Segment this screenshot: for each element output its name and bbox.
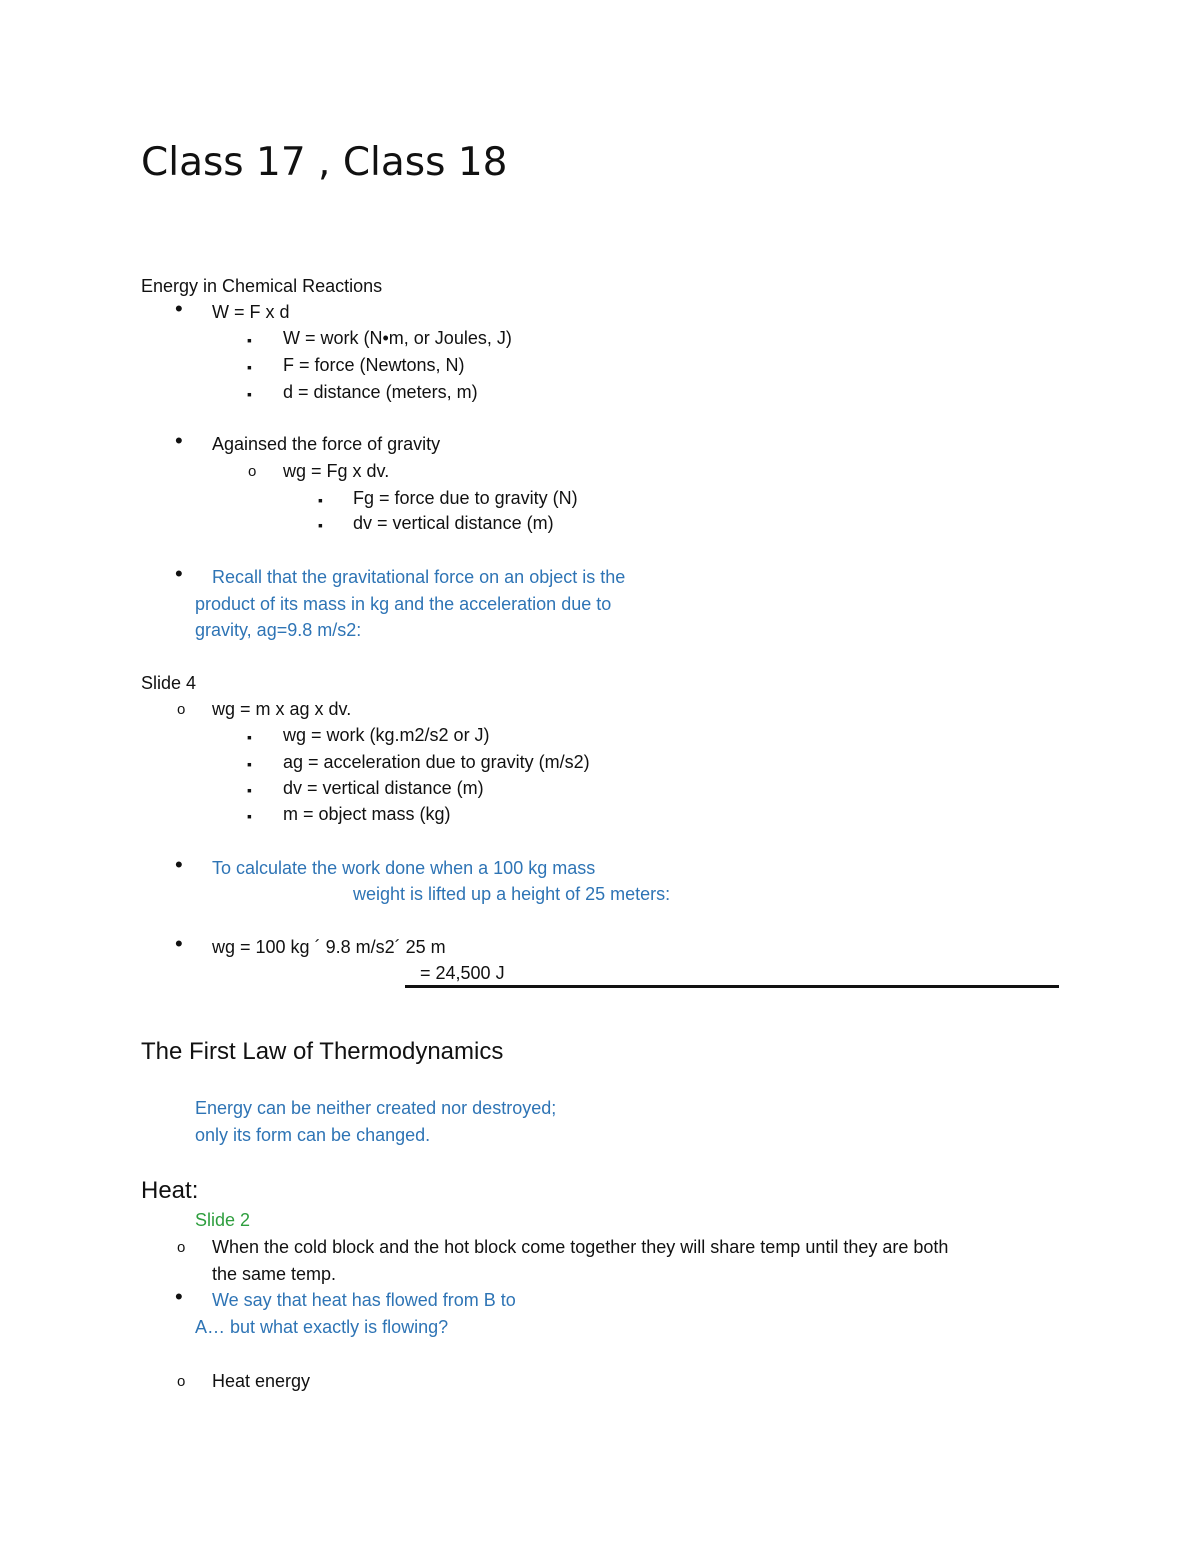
- def-fg: Fg = force due to gravity (N): [353, 488, 578, 508]
- bullet-square: [247, 328, 252, 351]
- heat-item3: Heat energy: [212, 1371, 311, 1391]
- bullet-dot: [175, 1286, 183, 1309]
- heat-item2-line2: A… but what exactly is flowing?: [195, 1317, 449, 1337]
- recall-line-2: product of its mass in kg and the acceleration due to: [195, 594, 612, 614]
- calc-formula: wg = 100 kg ´ 9.8 m/s2´ 25 m: [212, 937, 446, 957]
- bullet-circle: [177, 697, 185, 721]
- bullet-dot: [175, 854, 183, 877]
- heat-item1-line2: the same temp.: [212, 1264, 337, 1284]
- bullet-square: [247, 725, 252, 748]
- bullet-square: [247, 804, 252, 827]
- calc-line-2: weight is lifted up a height of 25 meters:: [353, 884, 671, 904]
- slide-4-label: Slide 4: [141, 673, 197, 693]
- bullet-circle: [177, 1235, 185, 1259]
- def-work: W = work (N•m, or Joules, J): [283, 328, 512, 348]
- bullet-dot: [175, 563, 183, 586]
- thermo-heading: The First Law of Thermodynamics: [141, 1038, 504, 1065]
- heat-heading: Heat:: [141, 1177, 199, 1204]
- slide4-formula: wg = m x ag x dv.: [212, 699, 352, 719]
- recall-line-3: gravity, ag=9.8 m/s2:: [195, 620, 362, 640]
- section-heading-energy: Energy in Chemical Reactions: [141, 276, 383, 296]
- heat-item1-line1: When the cold block and the hot block come together they will share temp until they are both: [212, 1237, 949, 1257]
- def-dv: dv = vertical distance (m): [353, 513, 554, 533]
- calc-result: = 24,500 J: [420, 963, 505, 983]
- bullet-dot: [175, 430, 183, 453]
- bullet-square: [318, 488, 323, 511]
- bullet-circle: [248, 459, 256, 483]
- calc-line-1: To calculate the work done when a 100 kg mass: [212, 858, 596, 878]
- horizontal-rule: [405, 985, 1059, 988]
- def-ag: ag = acceleration due to gravity (m/s2): [283, 752, 590, 772]
- def-mass: m = object mass (kg): [283, 804, 451, 824]
- bullet-square: [247, 752, 252, 775]
- page-title: Class 17 , Class 18: [141, 140, 508, 185]
- bullet-square: [247, 778, 252, 801]
- def-distance: d = distance (meters, m): [283, 382, 478, 402]
- def-force: F = force (Newtons, N): [283, 355, 465, 375]
- recall-line-1: Recall that the gravitational force on an object is the: [212, 567, 626, 587]
- heat-slide-label: Slide 2: [195, 1210, 251, 1230]
- gravity-formula: wg = Fg x dv.: [283, 461, 390, 481]
- thermo-line-1: Energy can be neither created nor destroyed;: [195, 1098, 557, 1118]
- def-wg: wg = work (kg.m2/s2 or J): [283, 725, 490, 745]
- bullet-circle: [177, 1369, 185, 1393]
- bullet-dot: [175, 933, 183, 956]
- bullet-square: [247, 382, 252, 405]
- formula-work: W = F x d: [212, 302, 290, 322]
- thermo-line-2: only its form can be changed.: [195, 1125, 431, 1145]
- bullet-square: [247, 355, 252, 378]
- def-dv-2: dv = vertical distance (m): [283, 778, 484, 798]
- bullet-dot: [175, 298, 183, 321]
- gravity-heading: Againsed the force of gravity: [212, 434, 441, 454]
- heat-item2-line1: We say that heat has flowed from B to: [212, 1290, 516, 1310]
- bullet-square: [318, 513, 323, 536]
